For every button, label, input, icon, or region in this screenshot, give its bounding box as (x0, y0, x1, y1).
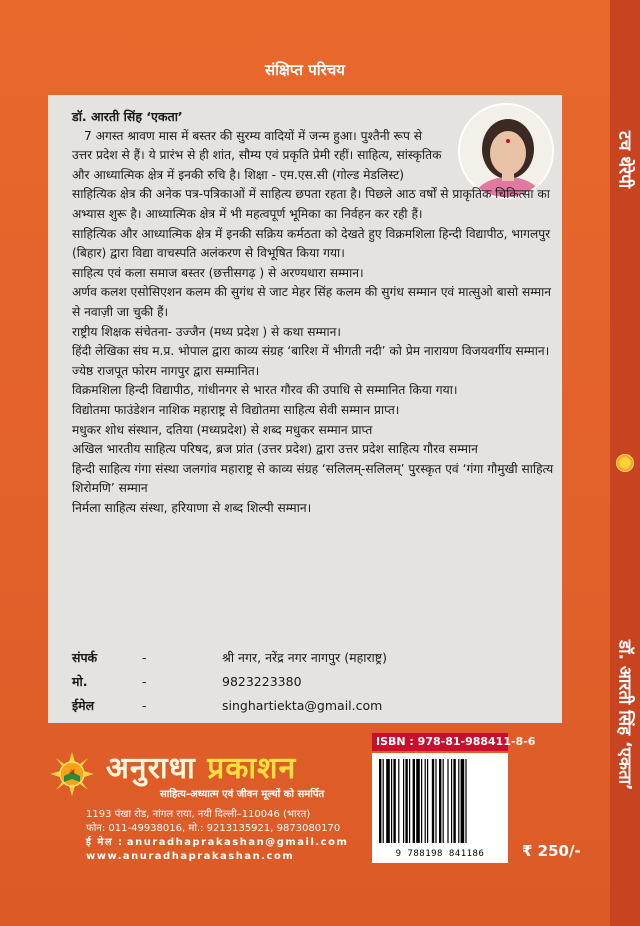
price: ₹ 250/- (522, 842, 581, 860)
contact-row (72, 669, 532, 693)
contact-dash: - (142, 673, 147, 689)
contact-label: संपर्क (72, 649, 98, 665)
bio-paragraph: राष्ट्रीय शिक्षक संचेतना- उज्जैन (मध्य प्रदेश ) से कथा सम्मान। (72, 324, 341, 339)
bio-paragraph: विद्योतमा फाउंडेशन नाशिक महाराष्ट्र से विद्योतमा साहित्य सेवी सम्मान प्राप्त। (72, 402, 400, 417)
contact-phone: 9823223380 (222, 673, 302, 689)
publisher-contact (86, 808, 348, 864)
publisher-email-label: ई मेल : (86, 837, 124, 848)
publisher-name (106, 746, 296, 787)
bio-paragraph: साहित्यिक क्षेत्र की अनेक पत्र-पत्रिकाओं में साहित्य छपता रहता है। पिछले आठ वर्षों से प्राकृतिक चिकित्सा का अभ्यास शुरू है। आध्यात्मिक क्षेत्र में भी महत्वपूर्ण भूमिका का निर्वहन कर रही हैं। (72, 187, 550, 221)
barcode (372, 753, 508, 863)
bio-paragraph: अर्णव कलश एसोसिएशन कलम की सुगंध से जाट मेहर सिंह कलम की सुगंध सम्मान एवं मात्सुओ बासो सम्मान से नवाज़ी जा चुकी हैं। (72, 285, 552, 319)
author-name: डॉ. आरती सिंह ‘एकता’ (72, 109, 183, 124)
bio-paragraph: साहित्यिक और आध्यात्मिक क्षेत्र में इनकी सक्रिय कर्मठता को देखते हुए विक्रमशिला हिन्दी विद्यापीठ, भागलपुर (बिहार) द्वारा विद्या वाचस्पति अलंकरण से विभूषित किया गया। (72, 226, 551, 261)
publisher-name-part2: प्रकाशन (207, 751, 297, 786)
bio-paragraph: 7 अगस्त श्रावण मास में बस्तर की सुरम्य वादियों में जन्म हुआ। पुश्तैनी रूप से उत्तर प्रदेश से हैं। ये प्रारंभ से ही शांत, सौम्य एवं प्रकृति प्रेमी रहीं। साहित्य, सांस्कृतिक और आध्यात्मिक क्षेत्र में इनकी रुचि है। शिक्षा - एम.एस.सी (गोल्ड मेडलिस्ट) (72, 128, 442, 182)
spine-author-area (610, 640, 640, 920)
spine-author: डॉ. आरती सिंह ‘एकता’ (614, 640, 635, 791)
bio-paragraph: ज्येष्ठ राजपूत फोरम नागपुर द्वारा सम्मानित। (72, 363, 260, 378)
bio-paragraph: निर्मला साहित्य संस्था, हरियाणा से शब्द शिल्पी सम्मान। (72, 500, 312, 515)
publisher-email[interactable]: anuradhaprakashan@gmail.com (126, 837, 349, 848)
section-heading: संक्षिप्त परिचय (265, 61, 345, 79)
bio-paragraph: साहित्य एवं कला समाज बस्तर (छत्तीसगढ़ ) से अरण्यधारा सम्मान। (72, 265, 364, 280)
sun-book-logo-icon (50, 752, 94, 796)
bio-text (72, 107, 556, 518)
bio-paragraph: हिंदी लेखिका संघ म.प्र. भोपाल द्वारा काव्य संग्रह ‘बारिश में भीगती नदी’ को प्रेम नारायण विजयवर्गीय सम्मान। (72, 344, 550, 359)
author-bio-panel (48, 95, 562, 723)
spine-title-area (610, 100, 640, 220)
barcode-bars-icon (378, 759, 502, 843)
spine-publisher-logo-icon (616, 454, 634, 472)
contact-dash: - (142, 649, 147, 665)
publisher-address: 1193 पंखा रोड, नांगल राया, नयी दिल्ली–110046 (भारत) (86, 809, 311, 820)
isbn-label: ISBN : 978-81-988411-8-6 (372, 733, 508, 751)
contact-email: singhartiekta@gmail.com (222, 697, 383, 713)
contact-address: श्री नगर, नरेंद्र नगर नागपुर (महाराष्ट्र) (222, 649, 387, 665)
bio-paragraph: अखिल भारतीय साहित्य परिषद, ब्रज प्रांत (उत्तर प्रदेश) द्वारा उत्तर प्रदेश साहित्य गौरव सम्मान (72, 442, 478, 457)
publisher-email-line (86, 836, 348, 850)
spine-title: टच थेरेपी (614, 131, 635, 189)
bio-paragraph: मधुकर शोध संस्थान, दतिया (मध्यप्रदेश) से शब्द मधुकर सम्मान प्राप्त (72, 422, 373, 437)
bio-paragraph: हिन्दी साहित्य गंगा संस्था जलगांव महाराष्ट्र से काव्य संग्रह ‘सलिलम्-सलिलम्’ पुरस्कृत एवं ‘गंगा गौमुखी साहित्य शिरोमणि’ सम्मान (72, 461, 554, 496)
contact-row (72, 693, 532, 717)
publisher-tagline: साहित्य-अध्यात्म एवं जीवन मूल्यों को समर्पित (160, 789, 325, 800)
contact-row (72, 645, 532, 669)
contact-info (72, 645, 532, 717)
bio-paragraph: विक्रमशिला हिन्दी विद्यापीठ, गांधीनगर से भारत गौरव की उपाधि से सम्मानित किया गया। (72, 383, 458, 398)
contact-label: मो. (72, 673, 88, 689)
publisher-block (50, 746, 370, 886)
svg-text:अ: अ (69, 768, 75, 776)
contact-label: ईमेल (72, 697, 95, 713)
book-spine (610, 0, 640, 926)
barcode-number: 9 788198 841186 (395, 849, 485, 859)
publisher-name-part1: अनुराधा (106, 751, 196, 786)
contact-dash: - (142, 697, 147, 713)
publisher-phone: फोन: 011-49938016, मो.: 9213135921, 9873080170 (86, 823, 341, 834)
publisher-website[interactable]: www.anuradhaprakashan.com (86, 851, 295, 862)
